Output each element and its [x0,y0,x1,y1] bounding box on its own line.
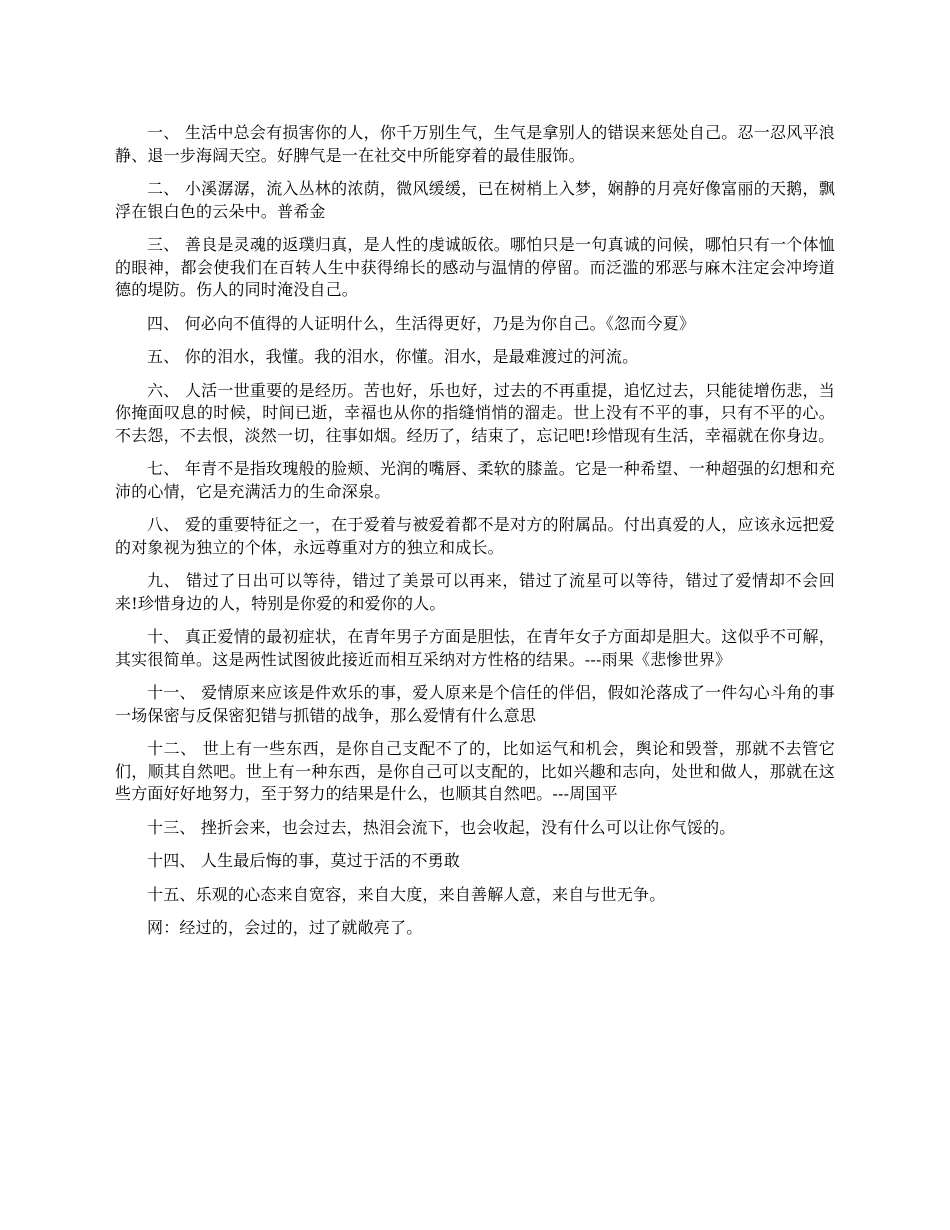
paragraph-5: 五、 你的泪水，我懂。我的泪水，你懂。泪水，是最难渡过的河流。 [147,347,639,366]
paragraph-11: 十一、 爱情原来应该是件欢乐的事，爱人原来是个信任的伴侣，假如沦落成了一件勾心斗角的事一场保密与反保密犯错与抓错的战争，那么爱情有什么意思 [115,683,835,725]
paragraph-4: 四、 何必向不值得的人证明什么，生活得更好，乃是为你自己。《忽而今夏》 [147,313,696,333]
document-page [115,122,835,951]
paragraph-6: 六、 人活一世重要的是经历。苦也好，乐也好，过去的不再重提，追忆过去，只能徒增伤悲，当你掩面叹息的时候，时间已逝，幸福也从你的指缝悄悄的溜走。世上没有不平的事，只有不平的心。不去怨，不去恨，淡然一切，往事如烟。经历了，结束了，忘记吧!珍惜现有生活，幸福就在你身边。 [115,380,835,445]
paragraph-1: 一、 生活中总会有损害你的人，你千万别生气，生气是拿别人的错误来惩处自己。忍一忍风平浪静、退一步海阔天空。好脾气是一在社交中所能穿着的最佳服饰。 [115,123,835,165]
paragraph-12: 十二、 世上有一些东西，是你自己支配不了的，比如运气和机会，舆论和毁誉，那就不去管它们，顺其自然吧。世上有一种东西，是你自己可以支配的，比如兴趣和志向，处世和做人，那就在这些方面好好地努力，至于努力的结果是什么，也顺其自然吧。---周国平 [115,739,835,803]
paragraph-7: 七、 年青不是指玫瑰般的脸颊、光润的嘴唇、柔软的膝盖。它是一种希望、一种超强的幻想和充沛的心情，它是充满活力的生命深泉。 [115,459,835,501]
paragraph-16: 网：经过的，会过的，过了就敞亮了。 [147,918,423,937]
paragraph-9: 九、 错过了日出可以等待，错过了美景可以再来，错过了流星可以等待，错过了爱情却不会回来!珍惜身边的人，特别是你爱的和爱你的人。 [115,571,835,613]
paragraph-13: 十三、 挫折会来，也会过去，热泪会流下，也会收起，没有什么可以让你气馁的。 [147,817,736,837]
paragraph-15: 十五、乐观的心态来自宽容，来自大度，来自善解人意，来自与世无争。 [147,884,666,904]
paragraph-2: 二、 小溪潺潺，流入丛林的浓荫，微风缓缓，已在树梢上入梦，娴静的月亮好像富丽的天鹅，飘浮在银白色的云朵中。普希金 [115,179,835,221]
paragraph-10: 十、 真正爱情的最初症状，在青年男子方面是胆怯，在青年女子方面却是胆大。这似乎不可解，其实很简单。这是两性试图彼此接近而相互采纳对方性格的结果。---雨果《悲惨世界》 [115,627,835,669]
paragraph-14: 十四、 人生最后悔的事，莫过于活的不勇敢 [147,851,461,870]
paragraph-8: 八、 爱的重要特征之一，在于爱着与被爱着都不是对方的附属品。付出真爱的人，应该永远把爱的对象视为独立的个体，永远尊重对方的独立和成长。 [115,515,835,557]
paragraph-3: 三、 善良是灵魂的返璞归真，是人性的虔诚皈依。哪怕只是一句真诚的问候，哪怕只有一个体恤的眼神，都会使我们在百转人生中获得绵长的感动与温情的停留。而泛滥的邪恶与麻木注定会冲垮道德的堤防。伤人的同时淹没自己。 [115,235,835,299]
